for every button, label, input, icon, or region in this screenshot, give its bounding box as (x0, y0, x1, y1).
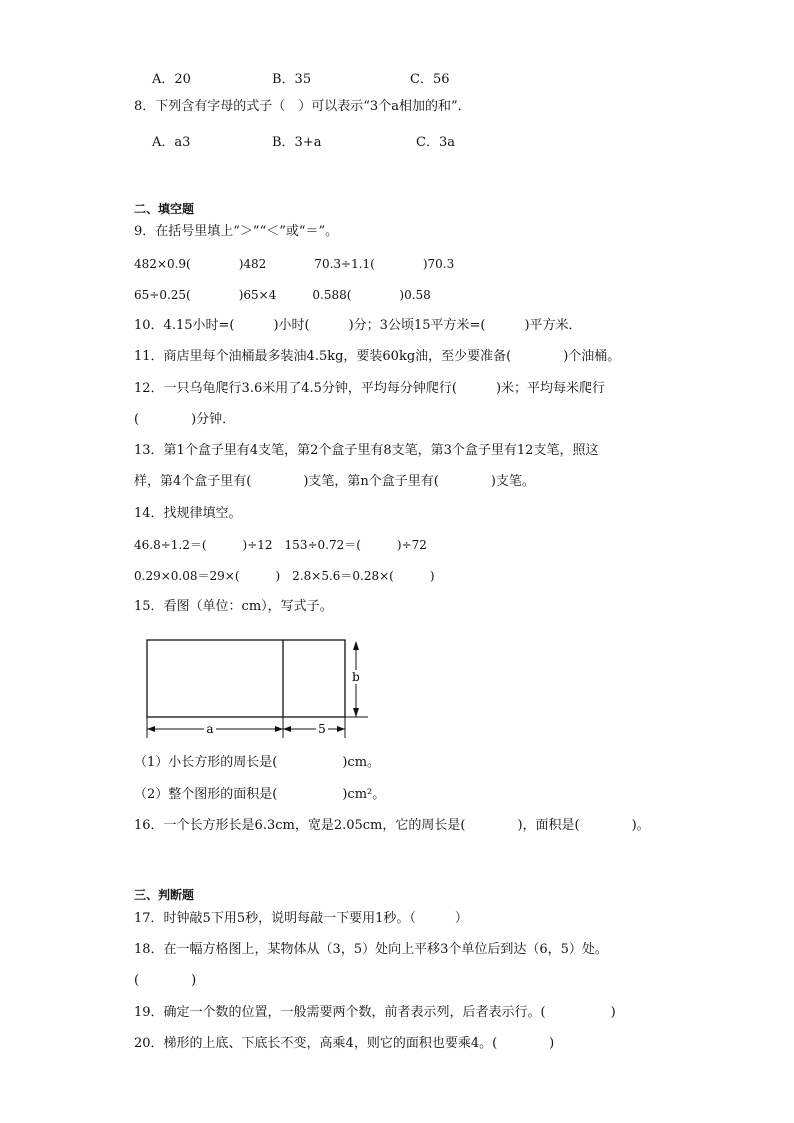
q13-line2: 样，第4个盒子里有( )支笔，第n个盒子里有( )支笔。 (134, 474, 535, 489)
q16: 16．一个长方形长是6.3cm，宽是2.05cm，它的周长是( )，面积是( )。 (134, 818, 650, 833)
section-title-fill-in: 二、填空题 (134, 202, 195, 216)
arrow-up-b (353, 641, 359, 650)
q10: 10．4.15小时=( )小时( )分；3公顷15平方米=( )平方米． (134, 318, 582, 333)
label-5: 5 (318, 722, 326, 736)
q14-row1: 46.8÷1.2＝( )÷12 153÷0.72＝( )÷72 (134, 538, 427, 552)
q18-line2: ( ) (134, 973, 197, 988)
q7-option-b: B．35 (272, 72, 312, 87)
q19: 19．确定一个数的位置，一般需要两个数，前者表示列，后者表示行。( ) (134, 1005, 616, 1020)
q9-stem: 9．在括号里填上“＞”“＜”或“＝”。 (134, 224, 339, 239)
q8-option-a: A．a3 (152, 135, 191, 150)
q12-line1: 12．一只乌龟爬行3.6米用了4.5分钟，平均每分钟爬行( )米；平均每米爬行 (134, 381, 606, 396)
q9-row1: 482×0.9( )482 70.3÷1.1( )70.3 (134, 257, 455, 271)
label-b: b (352, 670, 360, 684)
q15-part1: （1）小长方形的周长是( )cm。 (134, 755, 381, 770)
q8-option-c: C．3a (416, 135, 455, 150)
arrow-left-a (147, 726, 155, 732)
q11: 11．商店里每个油桶最多装油4.5kg，要装60kg油，至少要准备( )个油桶。 (134, 349, 621, 364)
q8-option-b: B．3+a (272, 135, 322, 150)
arrow-left-5 (283, 726, 291, 732)
rectangle-diagram (140, 632, 376, 744)
q7-option-c: C．56 (410, 72, 450, 87)
arrow-down-b (353, 708, 359, 717)
q14-stem: 14．找规律填空。 (134, 506, 242, 521)
section-title-true-false: 三、判断题 (134, 888, 195, 902)
q7-option-a: A．20 (152, 72, 191, 87)
q14-row2: 0.29×0.08＝29×( ) 2.8×5.6＝0.28×( ) (134, 569, 435, 583)
q13-line1: 13．第1个盒子里有4支笔，第2个盒子里有8支笔，第3个盒子里有12支笔，照这 (134, 443, 599, 458)
q17: 17．时钟敲5下用5秒，说明每敲一下要用1秒。（ ） (134, 911, 468, 926)
label-a: a (206, 722, 214, 736)
q12-line2: ( )分钟． (134, 412, 236, 427)
q9-row2: 65÷0.25( )65×4 0.588( )0.58 (134, 288, 431, 302)
arrow-right-5 (337, 726, 345, 732)
arrow-right-a (275, 726, 283, 732)
q18-line1: 18．在一幅方格图上，某物体从（3，5）处向上平移3个单位后到达（6，5）处。 (134, 942, 608, 957)
q20: 20．梯形的上底、下底长不变，高乘4，则它的面积也要乘4。( ) (134, 1036, 555, 1051)
q8-stem: 8．下列含有字母的式子（ ）可以表示“3个a相加的和”． (134, 99, 471, 114)
whole-rectangle (147, 640, 345, 717)
q15-stem: 15．看图（单位：cm），写式子。 (134, 599, 333, 614)
q15-part2: （2）整个图形的面积是( )cm²。 (134, 787, 386, 802)
